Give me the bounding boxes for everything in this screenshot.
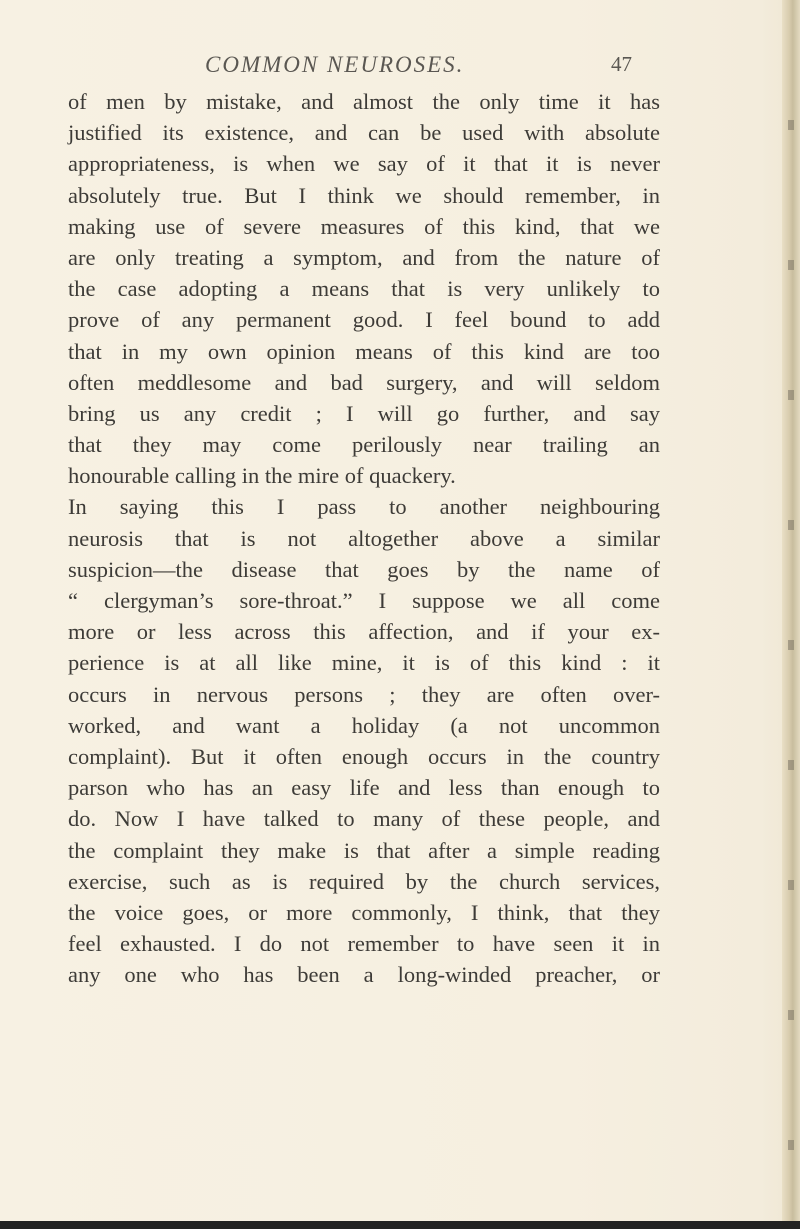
- text-line: often meddlesome and bad surgery, and will seldom: [68, 369, 660, 395]
- paragraph-end-line: honourable calling in the mire of quackery.: [68, 463, 456, 489]
- edge-mark: [788, 1010, 794, 1020]
- text-line: are only treating a symptom, and from the nature of: [68, 244, 660, 270]
- text-line: the voice goes, or more commonly, I think, that they: [68, 899, 660, 925]
- text-line: absolutely true. But I think we should remember, in: [68, 182, 660, 208]
- edge-mark: [788, 390, 794, 400]
- edge-mark: [788, 760, 794, 770]
- text-line: parson who has an easy life and less than enough to: [68, 775, 660, 801]
- text-line: the complaint they make is that after a simple reading: [68, 837, 660, 863]
- text-line: do. Now I have talked to many of these people, and: [68, 806, 660, 832]
- paragraph-start-line: In saying this I pass to another neighbouring: [68, 494, 660, 520]
- edge-mark: [788, 1140, 794, 1150]
- edge-mark: [788, 260, 794, 270]
- page-number: 47: [611, 52, 632, 76]
- text-line: any one who has been a long-winded preacher, or: [68, 962, 660, 988]
- body-text: [68, 86, 660, 990]
- bottom-edge: [0, 1221, 800, 1229]
- text-line: prove of any permanent good. I feel bound to add: [68, 307, 660, 333]
- edge-mark: [788, 520, 794, 530]
- text-line: making use of severe measures of this kind, that we: [68, 213, 660, 239]
- text-line: of men by mistake, and almost the only time it has: [68, 89, 660, 114]
- text-line: neurosis that is not altogether above a similar: [68, 525, 660, 551]
- text-line: suspicion—the disease that goes by the name of: [68, 556, 660, 582]
- text-line: justified its existence, and can be used with absolute: [68, 120, 660, 146]
- text-line: feel exhausted. I do not remember to have seen it in: [68, 931, 660, 957]
- text-line: that in my own opinion means of this kind are too: [68, 338, 660, 364]
- text-line: that they may come perilously near trailing an: [68, 432, 660, 458]
- edge-mark: [788, 880, 794, 890]
- text-line: “ clergyman’s sore-throat.” I suppose we all come: [68, 588, 660, 613]
- text-line: occurs in nervous persons ; they are often over-: [68, 681, 660, 707]
- edge-mark: [788, 640, 794, 650]
- text-line: exercise, such as is required by the church services,: [68, 868, 660, 894]
- text-line: the case adopting a means that is very unlikely to: [68, 276, 660, 302]
- text-line: perience is at all like mine, it is of this kind : it: [68, 650, 660, 676]
- text-line: bring us any credit ; I will go further, and say: [68, 400, 660, 426]
- text-line: more or less across this affection, and if your ex-: [68, 619, 660, 645]
- running-head: COMMON NEUROSES.: [205, 52, 465, 77]
- facing-page-edge: [782, 0, 800, 1229]
- edge-mark: [788, 120, 794, 130]
- text-line: complaint). But it often enough occurs in the country: [68, 743, 660, 769]
- text-line: worked, and want a holiday (a not uncommon: [68, 712, 660, 738]
- text-line: appropriateness, is when we say of it that it is never: [68, 151, 660, 177]
